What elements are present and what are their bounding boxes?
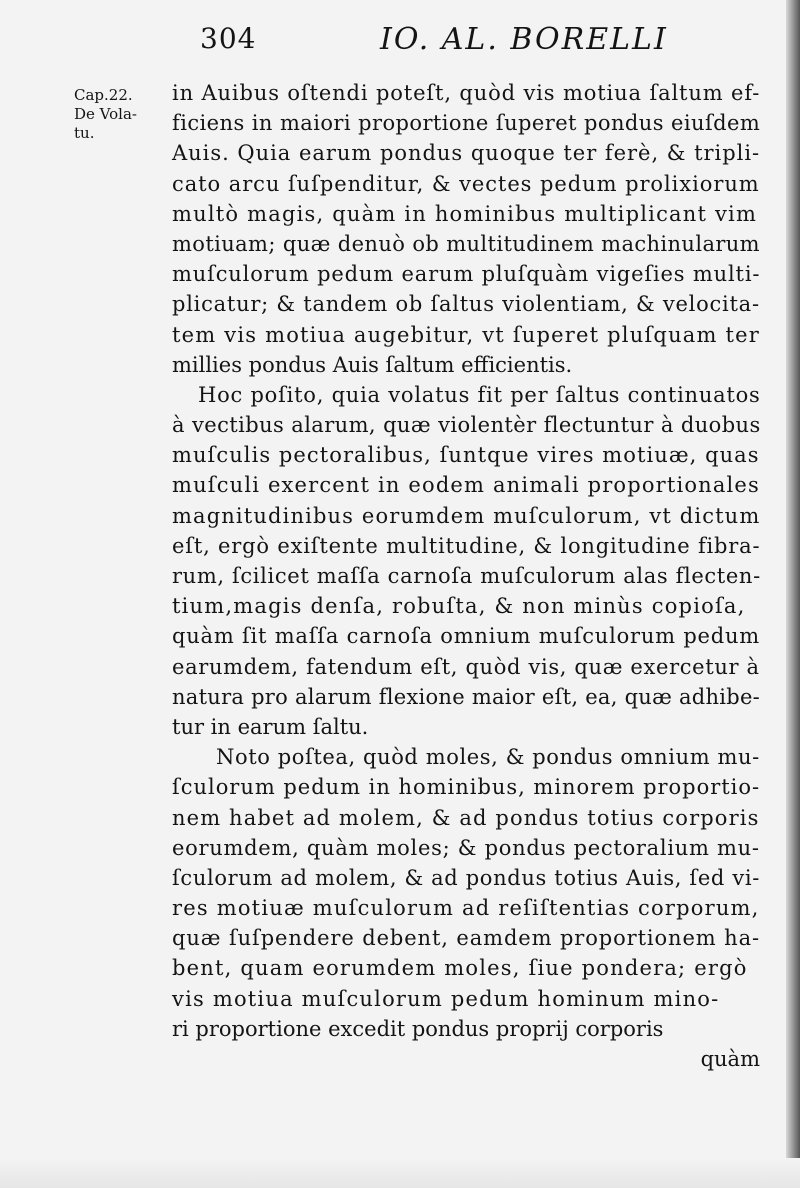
margin-note-line: tu.: [74, 124, 95, 142]
text-line: ri proportione excedit pondus proprij corporis: [172, 1016, 664, 1041]
running-head: IO. AL. BORELLI: [380, 22, 668, 57]
text-line: bent, quam eorumdem moles, ſiue pondera; ergò: [172, 956, 748, 981]
text-line: eorumdem, quàm moles; & pondus pectoralium mu-: [172, 835, 760, 860]
page-edge-shadow: [786, 0, 800, 1188]
text-line: Hoc poſito, quia volatus fit per ſaltus continuatos: [198, 382, 761, 407]
text-line: à vectibus alarum, quæ violentèr flectuntur à duobus: [172, 413, 761, 438]
text-line: muſculorum pedum earum pluſquàm vigeſies multi-: [172, 262, 761, 287]
page-number: 304: [200, 22, 257, 55]
paragraph: [172, 742, 760, 1044]
text-line: millies pondus Auis ſaltum efficientis.: [172, 352, 573, 377]
text-line: magnitudinibus eorumdem muſculorum, vt dictum: [172, 503, 761, 528]
text-line: quæ ſuſpendere debent, eamdem proportionem ha-: [172, 926, 760, 951]
text-line: rum, ſcilicet maſſa carnoſa muſculorum alas flecten-: [172, 564, 761, 588]
text-line: natura pro alarum flexione maior eſt, ea, quæ adhibe-: [172, 684, 761, 709]
paragraph: [172, 380, 760, 742]
text-line: quàm ſit maſſa carnoſa omnium muſculorum pedum: [172, 624, 760, 649]
text-line: Auis. Quia earum pondus quoque ter ferè, & tripli-: [172, 141, 761, 166]
margin-note: [74, 86, 160, 143]
text-line: muſculi exercent in eodem animali proportionales: [172, 473, 760, 498]
paragraph: [172, 78, 760, 380]
text-line: ſculorum pedum in hominibus, minorem proportio-: [172, 775, 761, 800]
text-line: ficiens in maiori proportione ſuperet pondus eiuſdem: [172, 111, 761, 136]
text-line: ſculorum ad molem, & ad pondus totius Auis, ſed vi-: [172, 865, 760, 890]
text-line: Noto poſtea, quòd moles, & pondus omnium mu-: [216, 745, 760, 770]
text-line: nem habet ad molem, & ad pondus totius corporis: [172, 805, 760, 830]
text-line: vis motiua muſculorum pedum hominum mino-: [172, 986, 720, 1011]
text-line: tur in earum ſaltu.: [172, 714, 369, 739]
page-bottom-margin: [0, 1158, 800, 1188]
main-text: [172, 78, 760, 1074]
text-line: tium,magis denſa, robuſta, & non minùs copioſa,: [172, 594, 746, 619]
text-line: cato arcu ſuſpenditur, & vectes pedum prolixiorum: [172, 171, 760, 196]
text-line: res motiuæ muſculorum ad reſiſtentias corporum,: [172, 896, 760, 921]
text-line: tem vis motiua augebitur, vt ſuperet pluſquam ter: [172, 322, 761, 347]
text-line: muſculis pectoralibus, ſuntque vires motiuæ, quas: [172, 443, 760, 468]
text-line: motiuam; quæ denuò ob multitudinem machinularum: [172, 231, 760, 256]
text-line: plicatur; & tandem ob ſaltus violentiam, & velocita-: [172, 292, 760, 317]
text-line: eſt, ergò exiſtente multitudine, & longitudine fibra-: [172, 533, 761, 558]
catchword: quàm: [700, 1047, 760, 1071]
margin-note-line: De Vola-: [74, 105, 137, 123]
text-line: in Auibus oſtendi poteſt, quòd vis motiua ſaltum ef-: [172, 81, 761, 105]
text-line: earumdem, fatendum eſt, quòd vis, quæ exercetur à: [172, 654, 760, 679]
page-header: [200, 22, 760, 70]
margin-note-line: Cap.22.: [74, 86, 133, 104]
text-line: multò magis, quàm in hominibus multiplicant vim: [172, 201, 758, 226]
